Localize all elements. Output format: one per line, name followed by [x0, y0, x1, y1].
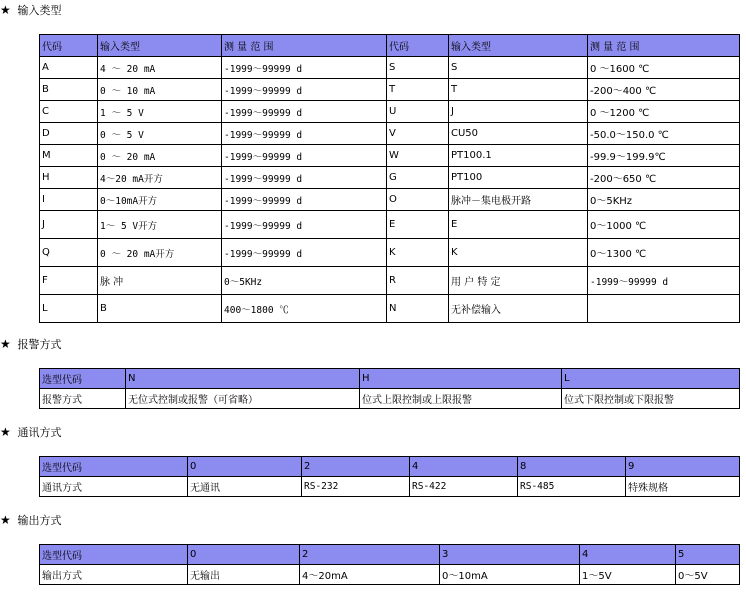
table-row — [40, 167, 740, 189]
table-cell: 脉冲－集电极开路 — [449, 189, 588, 211]
table-header-row — [40, 457, 740, 477]
header-cell: 测 量 范 围 — [222, 35, 387, 57]
table-cell: 报警方式 — [40, 389, 126, 409]
table-header-row — [40, 35, 740, 57]
table-cell: 0 ～1200 ℃ — [588, 101, 740, 123]
table-cell: 400～1800 ℃ — [222, 295, 387, 323]
table-row — [40, 477, 740, 497]
table-cell: T — [387, 79, 449, 101]
header-cell: N — [126, 369, 360, 389]
input-type-table — [39, 34, 740, 323]
table-cell: 0 ～ 20 mA — [98, 145, 222, 167]
table-cell: K — [387, 239, 449, 267]
table-cell: CU50 — [449, 123, 588, 145]
header-cell: 0 — [188, 545, 300, 565]
table-cell: A — [40, 57, 98, 79]
table-cell: -1999～99999 d — [222, 167, 387, 189]
table-cell: T — [449, 79, 588, 101]
table-cell: 0 ～ 5 V — [98, 123, 222, 145]
header-cell: H — [360, 369, 562, 389]
input-section-label: 输入类型 — [17, 4, 62, 17]
table-cell: RS-232 — [302, 477, 410, 497]
table-cell: -99.9～199.9℃ — [588, 145, 740, 167]
alarm-section-title — [0, 336, 62, 352]
table-cell: 用 户 特 定 — [449, 267, 588, 295]
table-cell: J — [40, 211, 98, 239]
table-cell: D — [40, 123, 98, 145]
table-row — [40, 565, 740, 585]
star-icon: ★ — [0, 337, 11, 351]
table-cell: 1 ～ 5 V — [98, 101, 222, 123]
table-cell: -1999～99999 d — [222, 239, 387, 267]
header-cell: L — [562, 369, 740, 389]
header-cell: 选型代码 — [40, 545, 188, 565]
table-cell: J — [449, 101, 588, 123]
table-row — [40, 145, 740, 167]
table-cell: Q — [40, 239, 98, 267]
table-cell: 无通讯 — [188, 477, 302, 497]
table-row — [40, 101, 740, 123]
table-cell: -1999～99999 d — [222, 145, 387, 167]
table-cell: M — [40, 145, 98, 167]
table-cell: 0 ～1600 ℃ — [588, 57, 740, 79]
alarm-section-label: 报警方式 — [17, 338, 62, 351]
comm-table — [39, 456, 740, 497]
input-section-title — [0, 2, 62, 18]
header-cell: 输入类型 — [98, 35, 222, 57]
header-cell: 5 — [676, 545, 740, 565]
table-cell: W — [387, 145, 449, 167]
table-cell: 0 ～ 10 mA — [98, 79, 222, 101]
table-cell: I — [40, 189, 98, 211]
table-header-row — [40, 545, 740, 565]
table-cell: 0～10mA — [440, 565, 580, 585]
table-cell: 0～1000 ℃ — [588, 211, 740, 239]
header-cell: 选型代码 — [40, 457, 188, 477]
header-cell: 输入类型 — [449, 35, 588, 57]
table-cell: V — [387, 123, 449, 145]
table-cell: -1999～99999 d — [222, 79, 387, 101]
table-cell: E — [449, 211, 588, 239]
table-cell: -1999～99999 d — [222, 57, 387, 79]
table-cell: PT100 — [449, 167, 588, 189]
table-cell: B — [40, 79, 98, 101]
table-cell: -1999～99999 d — [222, 189, 387, 211]
table-cell: 0～10mA开方 — [98, 189, 222, 211]
star-icon: ★ — [0, 425, 11, 439]
table-cell: R — [387, 267, 449, 295]
table-cell: 无输出 — [188, 565, 300, 585]
table-cell: 无补偿输入 — [449, 295, 588, 323]
table-cell: -200～400 ℃ — [588, 79, 740, 101]
table-cell: G — [387, 167, 449, 189]
table-cell: H — [40, 167, 98, 189]
table-cell: 位式下限控制或下限报警 — [562, 389, 740, 409]
header-cell: 0 — [188, 457, 302, 477]
comm-section-title — [0, 424, 62, 440]
header-cell: 2 — [302, 457, 410, 477]
table-cell: 0～1300 ℃ — [588, 239, 740, 267]
output-section-label: 输出方式 — [17, 514, 62, 527]
table-cell: N — [387, 295, 449, 323]
table-cell: -1999～99999 d — [222, 211, 387, 239]
table-cell: O — [387, 189, 449, 211]
table-cell: RS-422 — [410, 477, 518, 497]
header-cell: 8 — [518, 457, 626, 477]
table-row — [40, 239, 740, 267]
table-cell: K — [449, 239, 588, 267]
header-cell: 测 量 范 围 — [588, 35, 740, 57]
table-cell: 无位式控制或报警（可省略） — [126, 389, 360, 409]
table-row — [40, 389, 740, 409]
table-cell: 0～5KHz — [588, 189, 740, 211]
output-table — [39, 544, 740, 585]
header-cell: 2 — [300, 545, 440, 565]
header-cell: 4 — [580, 545, 676, 565]
header-cell: 3 — [440, 545, 580, 565]
table-cell: 1～ 5 V开方 — [98, 211, 222, 239]
table-cell — [588, 295, 740, 323]
header-cell: 9 — [626, 457, 740, 477]
header-cell: 4 — [410, 457, 518, 477]
table-cell: B — [98, 295, 222, 323]
table-cell: 特殊规格 — [626, 477, 740, 497]
table-row — [40, 57, 740, 79]
table-cell: 4 ～ 20 mA — [98, 57, 222, 79]
table-cell: RS-485 — [518, 477, 626, 497]
table-cell: S — [449, 57, 588, 79]
table-cell: -200～650 ℃ — [588, 167, 740, 189]
table-row — [40, 211, 740, 239]
header-cell: 代码 — [40, 35, 98, 57]
table-cell: 脉 冲 — [98, 267, 222, 295]
star-icon: ★ — [0, 513, 11, 527]
output-section-title — [0, 512, 62, 528]
table-cell: PT100.1 — [449, 145, 588, 167]
table-cell: 0～5V — [676, 565, 740, 585]
table-cell: 1～5V — [580, 565, 676, 585]
table-cell: C — [40, 101, 98, 123]
table-row — [40, 267, 740, 295]
table-cell: 4～20 mA开方 — [98, 167, 222, 189]
table-cell: S — [387, 57, 449, 79]
table-cell: 4～20mA — [300, 565, 440, 585]
table-cell: -50.0～150.0 ℃ — [588, 123, 740, 145]
table-cell: -1999～99999 d — [588, 267, 740, 295]
table-cell: 位式上限控制或上限报警 — [360, 389, 562, 409]
table-cell: 0 ～ 20 mA开方 — [98, 239, 222, 267]
comm-section-label: 通讯方式 — [17, 426, 62, 439]
table-header-row — [40, 369, 740, 389]
table-cell: -1999～99999 d — [222, 123, 387, 145]
table-cell: 通讯方式 — [40, 477, 188, 497]
table-row — [40, 123, 740, 145]
table-cell: L — [40, 295, 98, 323]
table-cell: U — [387, 101, 449, 123]
table-cell: 0～5KHz — [222, 267, 387, 295]
table-cell: -1999～99999 d — [222, 101, 387, 123]
table-cell: F — [40, 267, 98, 295]
header-cell: 代码 — [387, 35, 449, 57]
table-row — [40, 189, 740, 211]
table-cell: E — [387, 211, 449, 239]
table-row — [40, 79, 740, 101]
star-icon: ★ — [0, 3, 11, 17]
header-cell: 选型代码 — [40, 369, 126, 389]
alarm-table — [39, 368, 740, 409]
table-row — [40, 295, 740, 323]
table-cell: 输出方式 — [40, 565, 188, 585]
